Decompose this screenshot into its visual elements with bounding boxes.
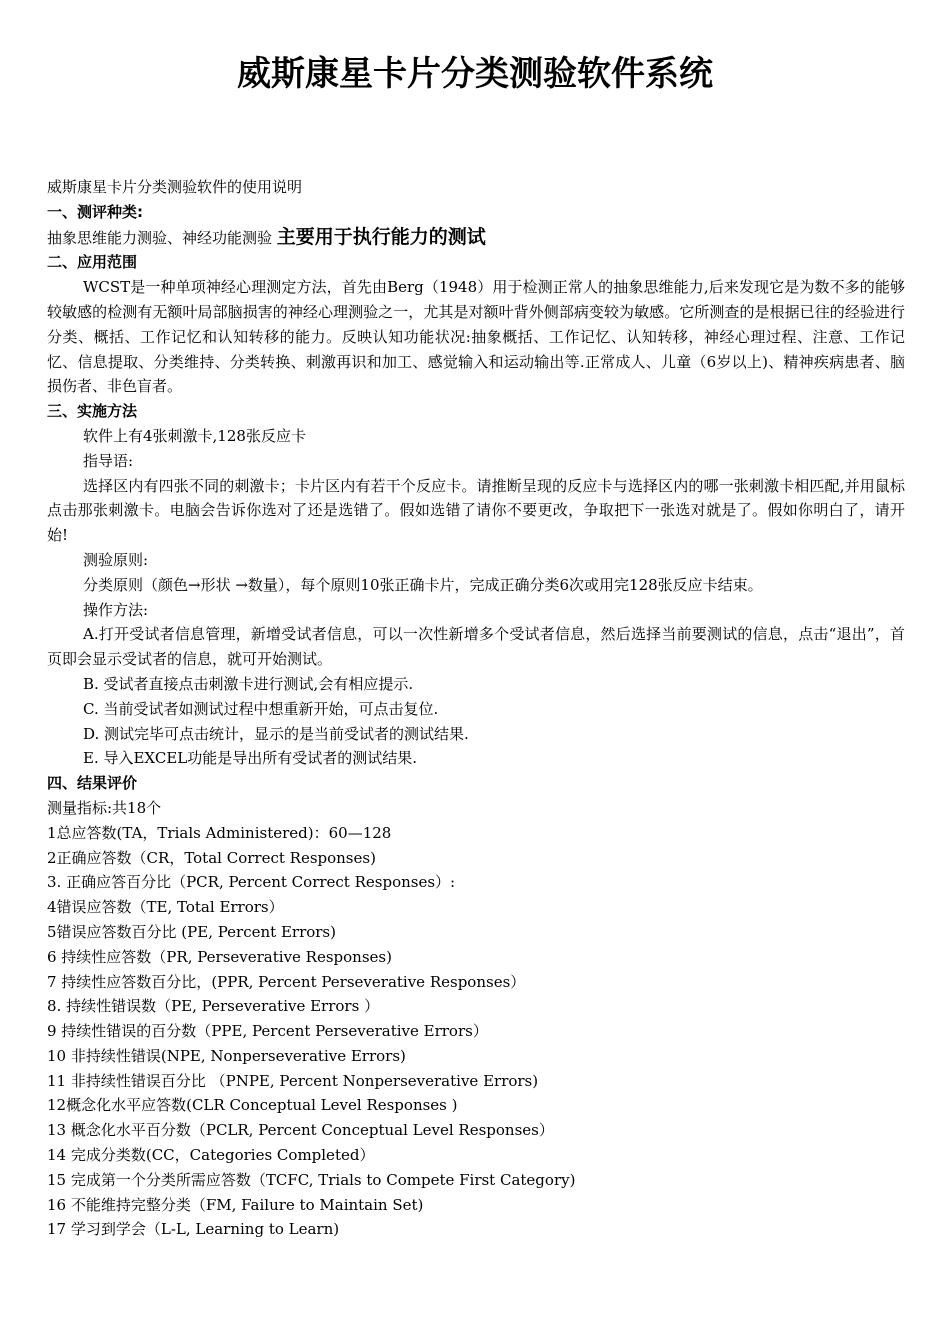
- principle-label: 测验原则:: [83, 550, 149, 569]
- test-types: 抽象思维能力测验、神经功能测验: [47, 228, 277, 247]
- operation-e: E. 导入EXCEL功能是导出所有受试者的测试结果.: [83, 749, 418, 768]
- metric-item: 14 完成分类数(CC，Categories Completed）: [47, 1146, 375, 1165]
- guide-label: 指导语:: [83, 451, 134, 470]
- guide-text: 选择区内有四张不同的刺激卡；卡片区内有若干个反应卡。请推断呈现的反应卡与选择区内的哪一张刺激卡相匹配,并用鼠标点击那张刺激卡。电脑会告诉你选对了还是选错了。假如选错了请你不要更改，争取把下一张选对就是了。假如你明白了，请开始!: [47, 476, 905, 545]
- metric-item: 6 持续性应答数（PR, Perseverative Responses): [47, 947, 392, 966]
- metric-item: 4错误应答数（TE, Total Errors）: [47, 898, 284, 917]
- metric-item: 11 非持续性错误百分比 （PNPE, Percent Nonperseverative Errors): [47, 1071, 539, 1090]
- operation-b: B. 受试者直接点击刺激卡进行测试,会有相应提示.: [83, 674, 414, 693]
- section-3-heading: 三、实施方法: [47, 402, 138, 421]
- metric-item: 7 持续性应答数百分比，(PPR, Percent Perseverative Responses）: [47, 972, 526, 991]
- metric-item: 3. 正确应答百分比（PCR, Percent Correct Responses）:: [47, 873, 456, 892]
- metrics-list: [47, 821, 905, 1243]
- section-4-heading: 四、结果评价: [47, 774, 138, 793]
- operation-c: C. 当前受试者如测试过程中想重新开始，可点击复位.: [83, 699, 439, 718]
- operation-d: D. 测试完毕可点击统计，显示的是当前受试者的测试结果.: [83, 724, 469, 743]
- metric-item: 15 完成第一个分类所需应答数（TCFC, Trials to Compete First Category): [47, 1170, 576, 1189]
- metric-item: 10 非持续性错误(NPE, Nonperseverative Errors): [47, 1046, 406, 1065]
- document-body: [47, 175, 905, 1242]
- cards-info: 软件上有4张刺激卡,128张反应卡: [83, 426, 306, 445]
- operation-a: A.打开受试者信息管理，新增受试者信息，可以一次性新增多个受试者信息，然后选择当前要测试的信息，点击“退出”，首页即会显示受试者的信息，就可开始测试。: [47, 625, 905, 669]
- purpose-emphasis: 主要用于执行能力的测试: [276, 225, 486, 248]
- metric-item: 16 不能维持完整分类（FM, Failure to Maintain Set): [47, 1195, 424, 1214]
- section-2-body: WCST是一种单项神经心理测定方法，首先由Berg（1948）用于检测正常人的抽象思维能力,后来发现它是为数不多的能够较敏感的检测有无额叶局部脑损害的神经心理测验之一，尤其是对额叶背外侧部病变较为敏感。它所测查的是根据已往的经验进行分类、概括、工作记忆和认知转移的能力。反映认知功能状况:抽象概括、工作记忆、认知转移，神经心理过程、注意、工作记忆、信息提取、分类维持、分类转换、刺激再识和加工、感觉输入和运动输出等.正常成人、儿童（6岁以上)、精神疾病患者、脑损伤者、非色盲者。: [47, 278, 905, 396]
- section-1-heading: 一、测评种类:: [47, 202, 143, 221]
- metric-item: 9 持续性错误的百分数（PPE, Percent Perseverative Errors）: [47, 1022, 488, 1041]
- intro-line: 威斯康星卡片分类测验软件的使用说明: [47, 178, 303, 196]
- section-1-text: [47, 225, 905, 251]
- section-2-heading: 二、应用范围: [47, 253, 138, 272]
- metric-item: 2正确应答数（CR，Total Correct Responses): [47, 848, 376, 867]
- metric-count: 测量指标:共18个: [47, 798, 162, 817]
- metric-item: 13 概念化水平百分数（PCLR, Percent Conceptual Level Responses）: [47, 1121, 554, 1140]
- principle-text: 分类原则（颜色→形状 →数量），每个原则10张正确卡片，完成正确分类6次或用完128张反应卡结束。: [83, 575, 763, 594]
- metric-item: 12概念化水平应答数(CLR Conceptual Level Responses ): [47, 1096, 458, 1115]
- metric-item: 8. 持续性错误数（PE, Perseverative Errors ）: [47, 997, 380, 1016]
- operation-label: 操作方法:: [83, 600, 149, 619]
- metric-item: 1总应答数(TA，Trials Administered)：60—128: [47, 823, 392, 842]
- page-title: 威斯康星卡片分类测验软件系统: [237, 54, 713, 94]
- metric-item: 17 学习到学会（L-L, Learning to Learn): [47, 1220, 340, 1239]
- metric-item: 5错误应答数百分比 (PE, Percent Errors): [47, 922, 336, 941]
